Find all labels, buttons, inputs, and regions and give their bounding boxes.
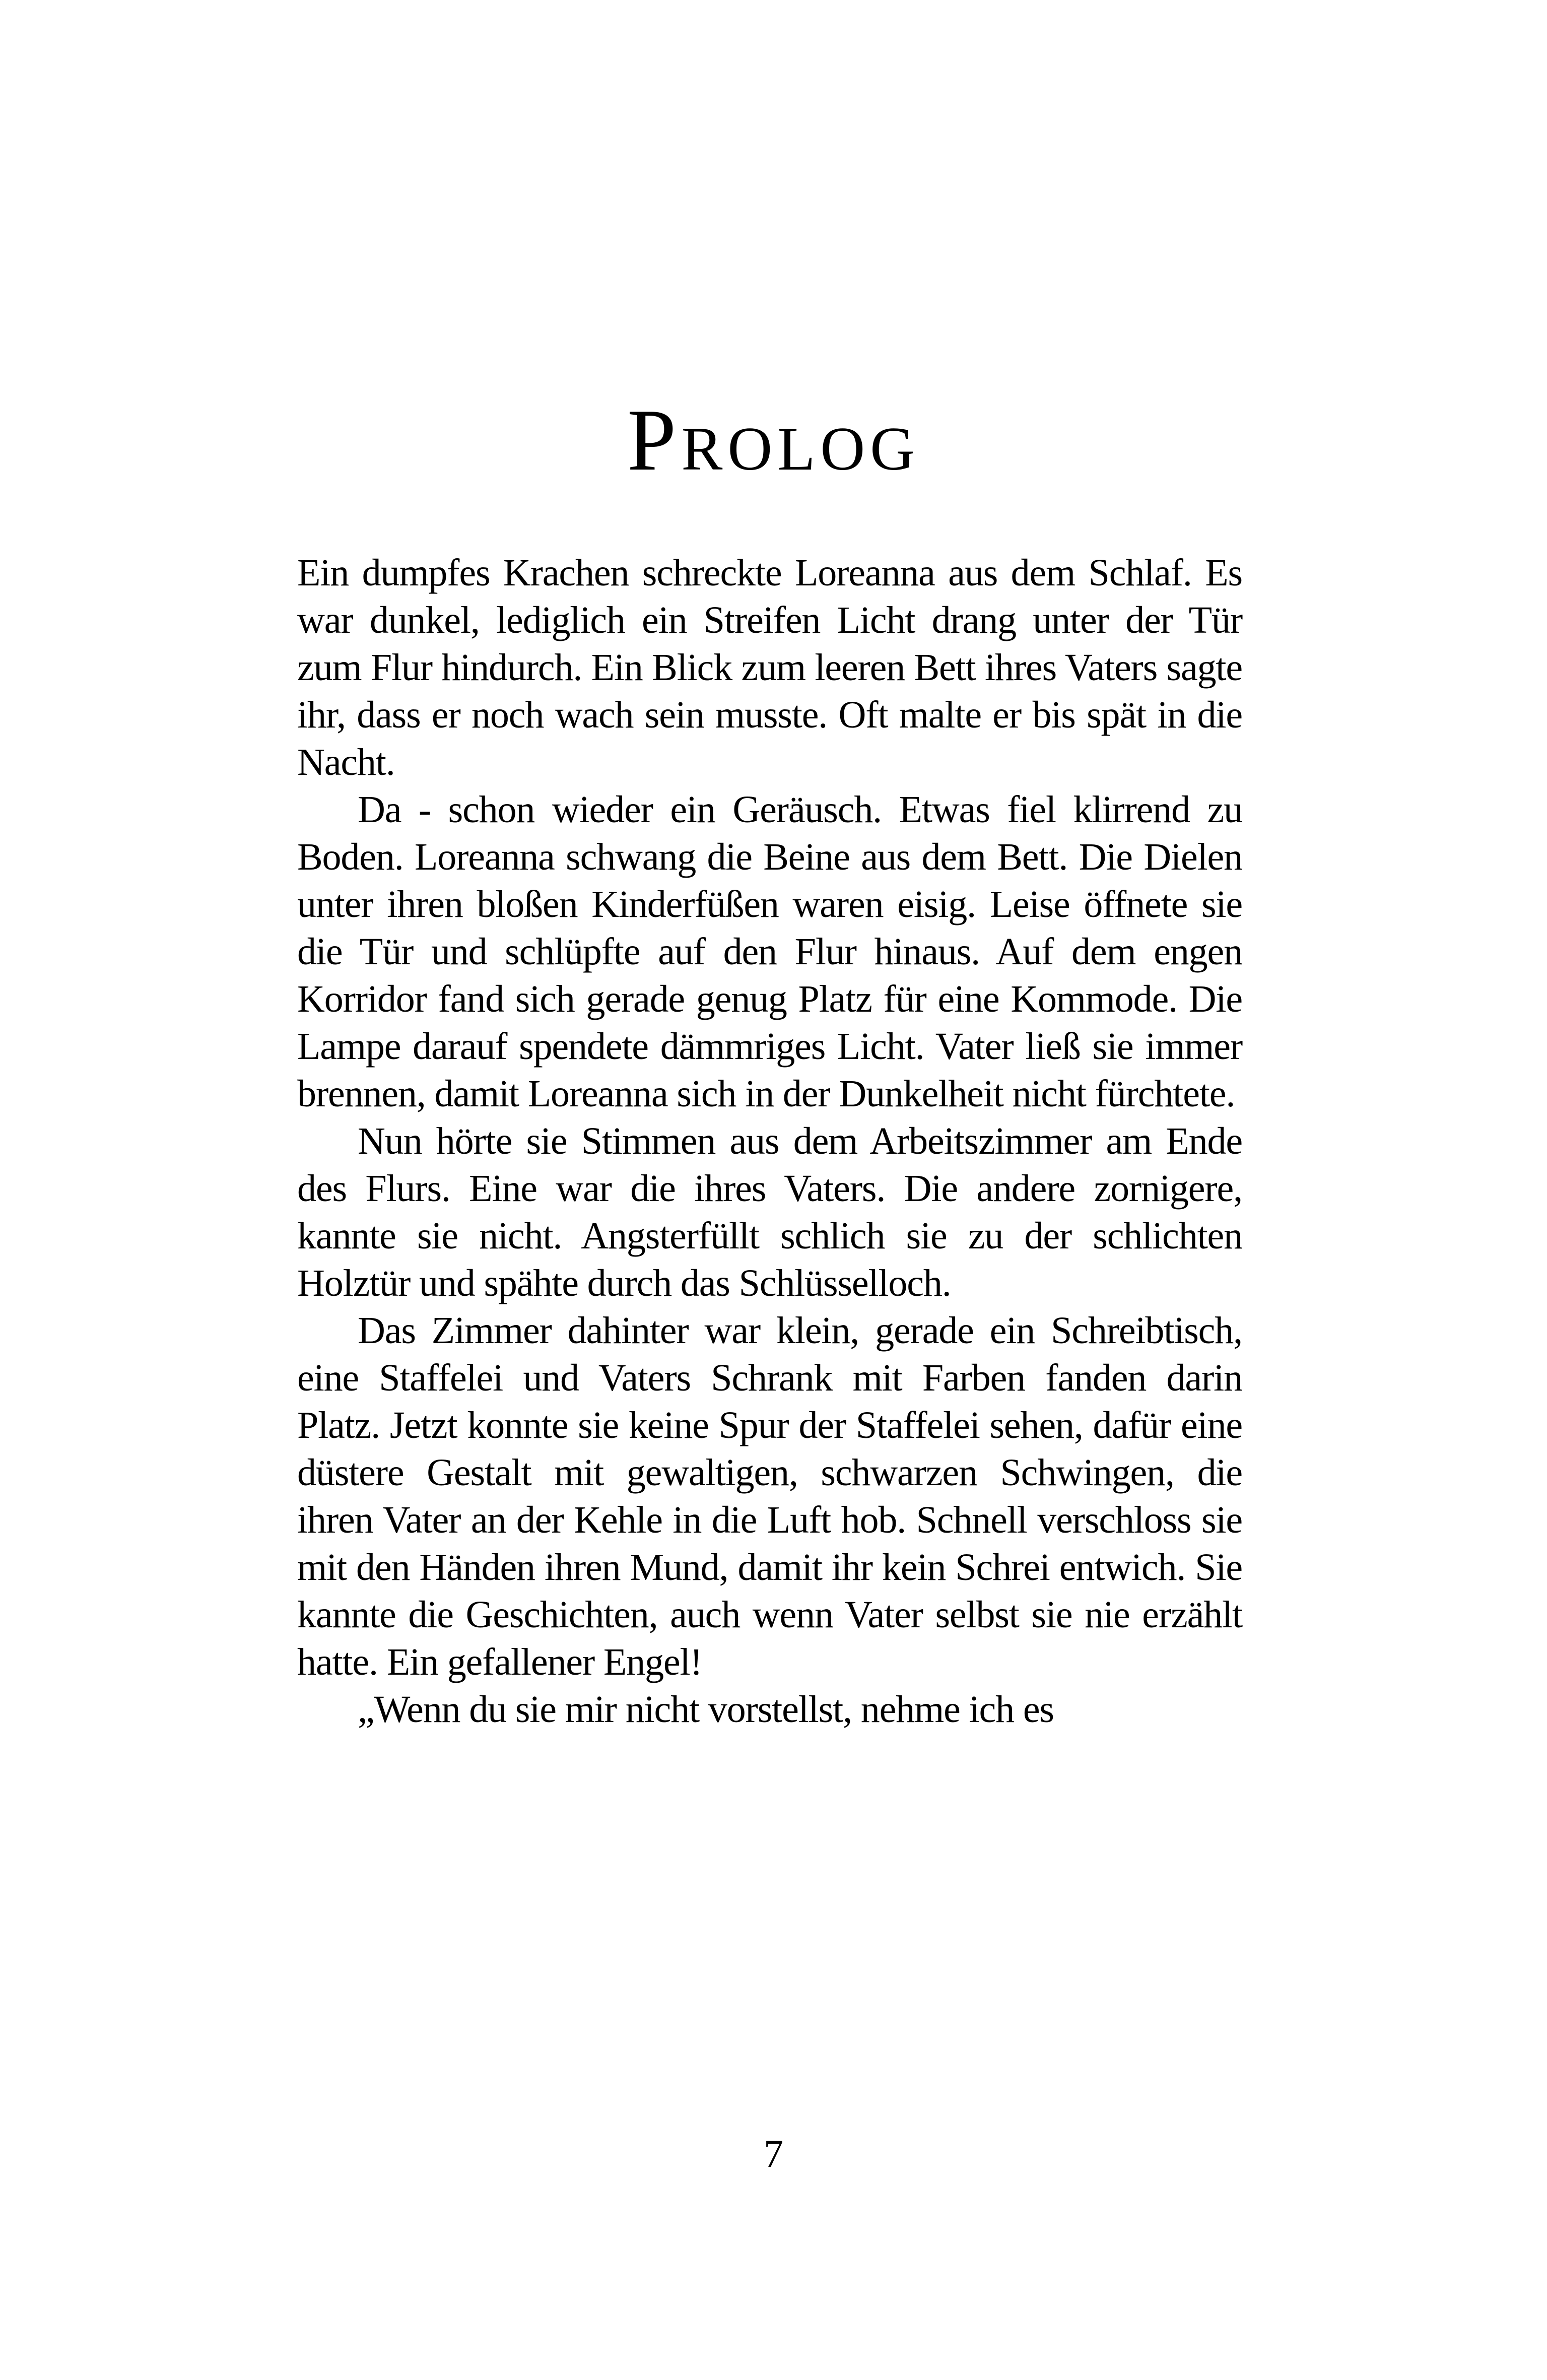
- page-title: Prolog: [627, 391, 920, 489]
- paragraph: Nun hörte sie Stimmen aus dem Arbeitszimmer am Ende des Flurs. Eine war die ihres Vaters. Die andere zornigere, kannte sie nicht. Angsterfüllt schlich sie zu der schlichten Holztür und spähte durch das Schlüsselloch.: [297, 1120, 1242, 1304]
- paragraph: Das Zimmer dahinter war klein, gerade ein Schreibtisch, eine Staffelei und Vaters Schrank mit Farben fanden darin Platz. Jetzt konnte sie keine Spur der Staffelei sehen, dafür eine düstere Gestalt mit gewaltigen, schwarzen Schwingen, die ihren Vater an der Kehle in die Luft hob. Schnell verschloss sie mit den Händen ihren Mund, damit ihr kein Schrei entwich. Sie kannte die Geschichten, auch wenn Vater selbst sie nie erzählt hatte. Ein gefallener Engel!: [297, 1309, 1242, 1683]
- body-text: [297, 549, 1242, 1733]
- paragraph: Da - schon wieder ein Geräusch. Etwas fiel klirrend zu Boden. Loreanna schwang die Beine aus dem Bett. Die Dielen unter ihren bloßen Kinderfüßen waren eisig. Leise öffnete sie die Tür und schlüpfte auf den Flur hinaus. Auf dem engen Korridor fand sich gerade genug Platz für eine Kommode. Die Lampe darauf spendete dämmriges Licht. Vater ließ sie immer brennen, damit Loreanna sich in der Dunkelheit nicht fürchtete.: [297, 788, 1242, 1115]
- paragraph: Ein dumpfes Krachen schreckte Loreanna aus dem Schlaf. Es war dunkel, lediglich ein Streifen Licht drang unter der Tür zum Flur hindurch. Ein Blick zum leeren Bett ihres Vaters sagte ihr, dass er noch wach sein musste. Oft malte er bis spät in die Nacht.: [297, 552, 1242, 783]
- paragraph: „Wenn du sie mir nicht vorstellst, nehme ich es: [358, 1688, 1054, 1731]
- page-number: 7: [764, 2132, 783, 2175]
